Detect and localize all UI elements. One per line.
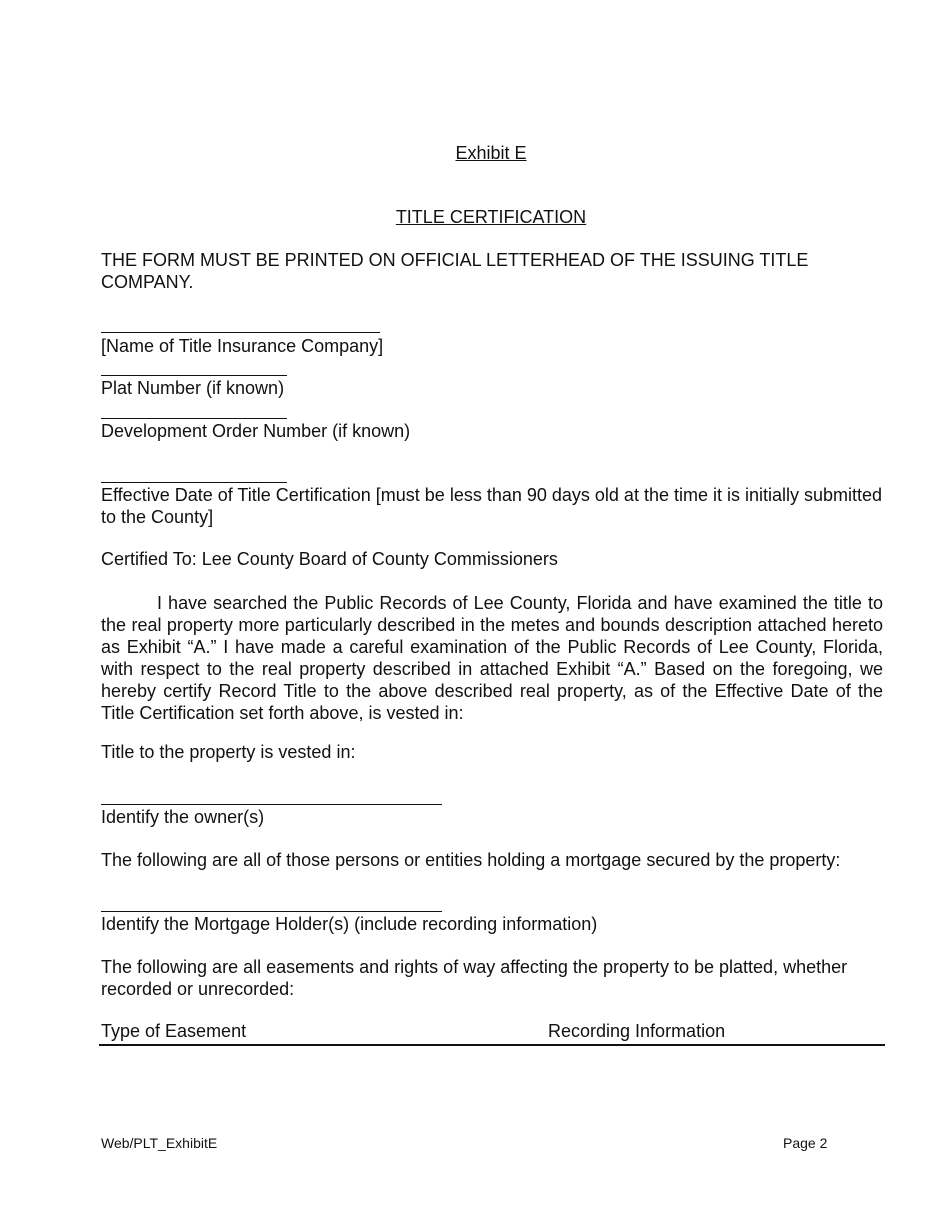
certified-to-line: Certified To: Lee County Board of County Commissioners — [101, 549, 558, 569]
page-title: TITLE CERTIFICATION — [395, 207, 587, 227]
development-order-blank-line — [101, 418, 287, 419]
type-of-easement-column: Type of Easement — [101, 1021, 247, 1041]
owner-blank-line — [101, 804, 442, 805]
plat-number-blank-line — [101, 375, 287, 376]
exhibit-heading: Exhibit E — [455, 143, 527, 163]
easement-table-header — [99, 1020, 885, 1046]
owner-label: Identify the owner(s) — [101, 807, 265, 827]
effective-date-blank-line — [101, 482, 287, 483]
mortgage-holder-blank-line — [101, 911, 442, 912]
company-name-blank-line — [101, 332, 380, 333]
effective-date-label: Effective Date of Title Certification [must be less than 90 days old at the time it is initially submitted to the County] — [101, 485, 883, 527]
easements-intro: The following are all easements and rights of way affecting the property to be platted, whether recorded or unrecorded: — [101, 957, 848, 999]
vested-intro: Title to the property is vested in: — [101, 742, 356, 762]
footer-document-id: Web/PLT_ExhibitE — [101, 1135, 218, 1151]
mortgage-holder-label: Identify the Mortgage Holder(s) (include recording information) — [101, 914, 598, 934]
letterhead-instruction: THE FORM MUST BE PRINTED ON OFFICIAL LETTERHEAD OF THE ISSUING TITLE COMPANY. — [101, 250, 809, 292]
plat-number-label: Plat Number (if known) — [101, 378, 285, 398]
development-order-label: Development Order Number (if known) — [101, 421, 411, 441]
company-name-label: [Name of Title Insurance Company] — [101, 336, 384, 356]
recording-information-column: Recording Information — [548, 1021, 726, 1041]
mortgage-intro: The following are all of those persons or entities holding a mortgage secured by the property: — [101, 850, 841, 870]
certification-paragraph: I have searched the Public Records of Lee County, Florida and have examined the title to the real property more particularly described in the metes and bounds description attached hereto as Exhibit “A.” I have made a careful examination of the Public Records of Lee County, Florida, with respect to the real property described in attached Exhibit “A.” Based on the foregoing, we hereby certify Record Title to the above described real property, as of the Effective Date of the Title Certification set forth above, is vested in: — [101, 593, 883, 723]
footer-page-number: Page 2 — [783, 1135, 828, 1151]
